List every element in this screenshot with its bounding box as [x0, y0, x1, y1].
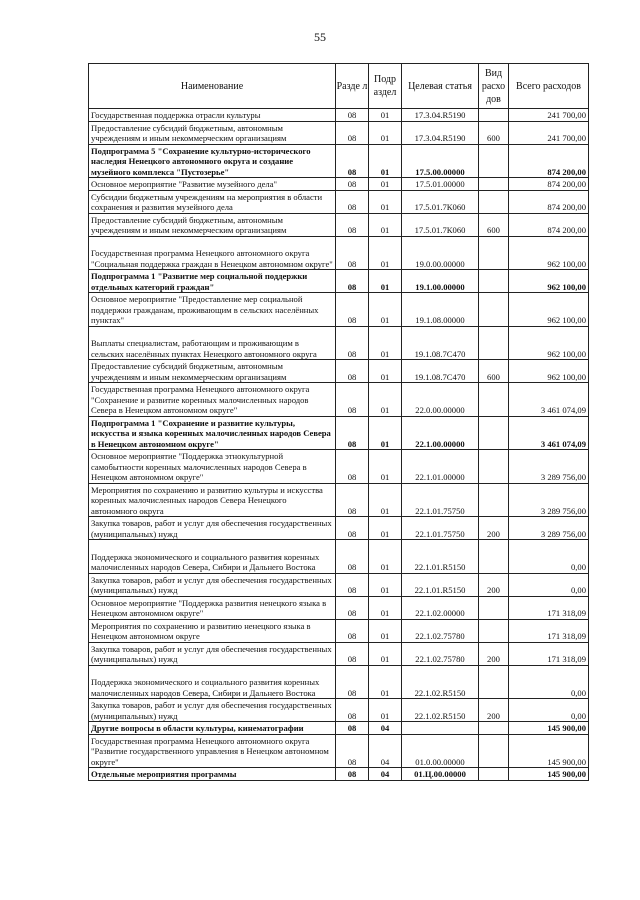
row-total: 874 200,00 — [509, 144, 589, 178]
row-subsection: 01 — [369, 540, 402, 574]
row-subsection: 01 — [369, 665, 402, 699]
row-total: 241 700,00 — [509, 121, 589, 144]
row-total: 145 900,00 — [509, 722, 589, 735]
row-total: 3 289 756,00 — [509, 483, 589, 517]
row-section: 08 — [336, 144, 369, 178]
row-subsection: 01 — [369, 642, 402, 665]
row-article: 19.0.00.00000 — [402, 236, 479, 270]
row-subsection: 01 — [369, 416, 402, 450]
row-total: 145 900,00 — [509, 768, 589, 781]
row-expense-type — [479, 619, 509, 642]
row-total: 3 461 074,09 — [509, 416, 589, 450]
row-article: 22.1.02.R5150 — [402, 665, 479, 699]
row-expense-type: 200 — [479, 699, 509, 722]
row-article — [402, 722, 479, 735]
row-section: 08 — [336, 293, 369, 327]
row-expense-type — [479, 293, 509, 327]
row-name: Мероприятия по сохранению и развитию ненецкого языка в Ненецком автономном округе — [89, 619, 336, 642]
row-name: Закупка товаров, работ и услуг для обеспечения государственных (муниципальных) нужд — [89, 699, 336, 722]
table-row — [89, 665, 589, 699]
row-name: Субсидии бюджетным учреждениям на мероприятия в области сохранения и развития музейного дела — [89, 190, 336, 213]
row-total: 3 461 074,09 — [509, 383, 589, 417]
row-article: 22.1.00.00000 — [402, 416, 479, 450]
row-total: 0,00 — [509, 665, 589, 699]
row-subsection: 01 — [369, 619, 402, 642]
row-name: Подпрограмма 5 "Сохранение культурно-исторического наследия Ненецкого автономного округа и создание музейного комплекса "Пустозерье" — [89, 144, 336, 178]
row-total: 962 100,00 — [509, 236, 589, 270]
row-subsection: 01 — [369, 190, 402, 213]
row-article: 17.5.01.7К060 — [402, 190, 479, 213]
row-subsection: 01 — [369, 121, 402, 144]
row-total: 962 100,00 — [509, 360, 589, 383]
table-row — [89, 483, 589, 517]
row-article: 22.1.01.00000 — [402, 450, 479, 484]
row-subsection: 04 — [369, 722, 402, 735]
table-row — [89, 213, 589, 236]
row-name: Поддержка экономического и социального развития коренных малочисленных народов Севера, Сибири и Дальнего Востока — [89, 665, 336, 699]
row-section: 08 — [336, 178, 369, 191]
table-row — [89, 699, 589, 722]
row-name: Закупка товаров, работ и услуг для обеспечения государственных (муниципальных) нужд — [89, 517, 336, 540]
row-subsection: 04 — [369, 734, 402, 768]
row-total: 962 100,00 — [509, 326, 589, 360]
row-expense-type: 200 — [479, 642, 509, 665]
row-expense-type: 600 — [479, 360, 509, 383]
row-expense-type — [479, 665, 509, 699]
row-section: 08 — [336, 642, 369, 665]
row-expense-type: 200 — [479, 517, 509, 540]
row-total: 962 100,00 — [509, 293, 589, 327]
table-row — [89, 540, 589, 574]
row-name: Подпрограмма 1 "Сохранение и развитие культуры, искусства и языка коренных малочисленных народов Севера в Ненецком автономном округе" — [89, 416, 336, 450]
row-article: 22.1.01.R5150 — [402, 540, 479, 574]
table-row — [89, 596, 589, 619]
row-name: Основное мероприятие "Поддержка этнокультурной самобытности коренных малочисленных народов Севера в Ненецком автономном округе" — [89, 450, 336, 484]
row-article: 17.5.01.00000 — [402, 178, 479, 191]
table-row — [89, 416, 589, 450]
row-name: Государственная программа Ненецкого автономного округа "Сохранение и развитие коренных малочисленных народов Севера в Ненецком автономном округе" — [89, 383, 336, 417]
row-expense-type — [479, 178, 509, 191]
table-row — [89, 360, 589, 383]
row-section: 08 — [336, 326, 369, 360]
row-name: Закупка товаров, работ и услуг для обеспечения государственных (муниципальных) нужд — [89, 573, 336, 596]
row-section: 08 — [336, 190, 369, 213]
header-expense-type: Вид расхо дов — [479, 64, 509, 109]
row-section: 08 — [336, 699, 369, 722]
row-expense-type — [479, 722, 509, 735]
table-row — [89, 768, 589, 781]
row-name: Государственная программа Ненецкого автономного округа "Социальная поддержка граждан в Ненецком автономном округе" — [89, 236, 336, 270]
table-row — [89, 573, 589, 596]
row-section: 08 — [336, 270, 369, 293]
row-subsection: 01 — [369, 483, 402, 517]
table-row — [89, 144, 589, 178]
row-expense-type — [479, 144, 509, 178]
row-total: 145 900,00 — [509, 734, 589, 768]
row-name: Поддержка экономического и социального развития коренных малочисленных народов Севера, Сибири и Дальнего Востока — [89, 540, 336, 574]
row-section: 08 — [336, 450, 369, 484]
row-article: 22.1.02.R5150 — [402, 699, 479, 722]
table-row — [89, 190, 589, 213]
row-name: Государственная программа Ненецкого автономного округа "Развитие государственного управления в Ненецком автономном округе" — [89, 734, 336, 768]
row-article: 19.1.08.7С470 — [402, 326, 479, 360]
row-name: Другие вопросы в области культуры, кинематографии — [89, 722, 336, 735]
table-row — [89, 517, 589, 540]
row-subsection: 01 — [369, 144, 402, 178]
row-section: 08 — [336, 573, 369, 596]
row-article: 19.1.08.7С470 — [402, 360, 479, 383]
table-row — [89, 121, 589, 144]
row-total: 874 200,00 — [509, 190, 589, 213]
row-name: Подпрограмма 1 "Развитие мер социальной поддержки отдельных категорий граждан" — [89, 270, 336, 293]
row-total: 3 289 756,00 — [509, 517, 589, 540]
row-total: 0,00 — [509, 699, 589, 722]
row-article: 22.1.01.75750 — [402, 483, 479, 517]
row-name: Основное мероприятие "Развитие музейного дела" — [89, 178, 336, 191]
row-total: 3 289 756,00 — [509, 450, 589, 484]
row-name: Основное мероприятие "Предоставление мер социальной поддержки гражданам, проживающим в сельских населённых пунктах" — [89, 293, 336, 327]
row-subsection: 01 — [369, 699, 402, 722]
row-article: 17.3.04.R5190 — [402, 109, 479, 122]
row-subsection: 01 — [369, 573, 402, 596]
row-article: 17.5.01.7К060 — [402, 213, 479, 236]
row-subsection: 01 — [369, 596, 402, 619]
row-section: 08 — [336, 236, 369, 270]
row-expense-type — [479, 734, 509, 768]
row-article: 01.0.00.00000 — [402, 734, 479, 768]
row-expense-type — [479, 483, 509, 517]
table-row — [89, 450, 589, 484]
row-subsection: 01 — [369, 270, 402, 293]
row-subsection: 01 — [369, 293, 402, 327]
row-name: Отдельные мероприятия программы — [89, 768, 336, 781]
table-row — [89, 326, 589, 360]
row-article: 17.3.04.R5190 — [402, 121, 479, 144]
table-header-row — [89, 64, 589, 109]
row-subsection: 01 — [369, 517, 402, 540]
row-expense-type — [479, 768, 509, 781]
row-section: 08 — [336, 483, 369, 517]
row-expense-type: 200 — [479, 573, 509, 596]
row-article: 19.1.00.00000 — [402, 270, 479, 293]
row-total: 962 100,00 — [509, 270, 589, 293]
header-name: Наименование — [89, 64, 336, 109]
row-expense-type — [479, 416, 509, 450]
table-row — [89, 722, 589, 735]
header-section: Разде л — [336, 64, 369, 109]
row-subsection: 01 — [369, 326, 402, 360]
row-section: 08 — [336, 540, 369, 574]
row-subsection: 01 — [369, 236, 402, 270]
row-expense-type — [479, 236, 509, 270]
table-row — [89, 293, 589, 327]
row-expense-type — [479, 450, 509, 484]
row-section: 08 — [336, 360, 369, 383]
row-section: 08 — [336, 665, 369, 699]
row-name: Закупка товаров, работ и услуг для обеспечения государственных (муниципальных) нужд — [89, 642, 336, 665]
row-name: Мероприятия по сохранению и развитию культуры и искусства коренных малочисленных народов Севера Ненецкого автономного округа — [89, 483, 336, 517]
row-total: 171 318,09 — [509, 619, 589, 642]
row-section: 08 — [336, 383, 369, 417]
row-subsection: 01 — [369, 360, 402, 383]
table-row — [89, 383, 589, 417]
header-total: Всего расходов — [509, 64, 589, 109]
table-row — [89, 178, 589, 191]
row-subsection: 01 — [369, 450, 402, 484]
row-expense-type — [479, 326, 509, 360]
page-number: 55 — [314, 30, 326, 44]
header-subsection: Подр аздел — [369, 64, 402, 109]
row-section: 08 — [336, 734, 369, 768]
table-row — [89, 236, 589, 270]
row-section: 08 — [336, 596, 369, 619]
table-row — [89, 619, 589, 642]
row-expense-type — [479, 540, 509, 574]
budget-table — [88, 63, 589, 781]
row-section: 08 — [336, 517, 369, 540]
row-name: Предоставление субсидий бюджетным, автономным учреждениям и иным некоммерческим организациям — [89, 213, 336, 236]
row-expense-type — [479, 190, 509, 213]
row-article: 22.1.02.00000 — [402, 596, 479, 619]
header-article: Целевая статья — [402, 64, 479, 109]
table-row — [89, 642, 589, 665]
row-total: 171 318,09 — [509, 596, 589, 619]
table-row — [89, 734, 589, 768]
row-total: 874 200,00 — [509, 178, 589, 191]
row-article: 17.5.00.00000 — [402, 144, 479, 178]
row-name: Предоставление субсидий бюджетным, автономным учреждениям и иным некоммерческим организациям — [89, 121, 336, 144]
row-subsection: 01 — [369, 383, 402, 417]
row-total: 171 318,09 — [509, 642, 589, 665]
row-section: 08 — [336, 121, 369, 144]
row-name: Выплаты специалистам, работающим и проживающим в сельских населённых пунктах Ненецкого автономного округа — [89, 326, 336, 360]
row-section: 08 — [336, 619, 369, 642]
row-article: 22.1.02.75780 — [402, 642, 479, 665]
row-expense-type — [479, 383, 509, 417]
row-section: 08 — [336, 416, 369, 450]
row-article: 19.1.08.00000 — [402, 293, 479, 327]
row-name: Основное мероприятие "Поддержка развития ненецкого языка в Ненецком автономном округе" — [89, 596, 336, 619]
row-total: 0,00 — [509, 573, 589, 596]
row-expense-type — [479, 596, 509, 619]
row-expense-type: 600 — [479, 213, 509, 236]
row-expense-type: 600 — [479, 121, 509, 144]
table-row — [89, 270, 589, 293]
row-article: 22.1.01.75750 — [402, 517, 479, 540]
row-article: 01.Ц.00.00000 — [402, 768, 479, 781]
row-section: 08 — [336, 213, 369, 236]
row-article: 22.1.02.75780 — [402, 619, 479, 642]
row-total: 241 700,00 — [509, 109, 589, 122]
row-expense-type — [479, 109, 509, 122]
row-total: 0,00 — [509, 540, 589, 574]
row-total: 874 200,00 — [509, 213, 589, 236]
row-subsection: 01 — [369, 213, 402, 236]
row-section: 08 — [336, 109, 369, 122]
row-section: 08 — [336, 768, 369, 781]
row-subsection: 04 — [369, 768, 402, 781]
row-article: 22.1.01.R5150 — [402, 573, 479, 596]
row-name: Предоставление субсидий бюджетным, автономным учреждениям и иным некоммерческим организациям — [89, 360, 336, 383]
row-section: 08 — [336, 722, 369, 735]
row-subsection: 01 — [369, 109, 402, 122]
row-subsection: 01 — [369, 178, 402, 191]
row-article: 22.0.00.00000 — [402, 383, 479, 417]
table-row — [89, 109, 589, 122]
row-name: Государственная поддержка отрасли культуры — [89, 109, 336, 122]
row-expense-type — [479, 270, 509, 293]
